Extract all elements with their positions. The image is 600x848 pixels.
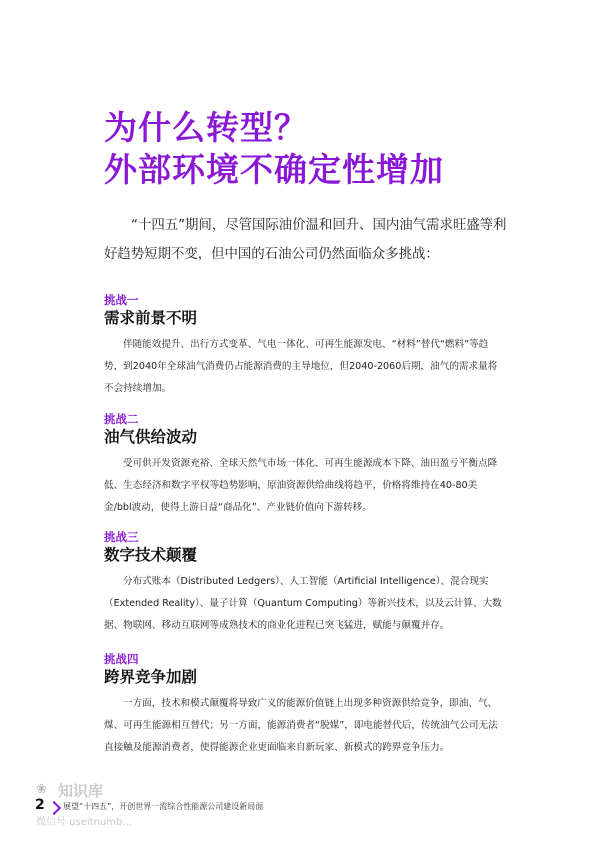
challenge-body: 伴随能效提升、出行方式变革、气电一体化、可再生能源发电、“材料”替代“燃料”等趋势，到2040年全球油气消费仍占能源消费的主导地位，但2040-2060后期，油气的需求量将不会持续增加。 — [104, 339, 498, 394]
watermark-account: 微信号 useitnumb... — [36, 817, 132, 828]
chevron-accent-icon — [47, 801, 61, 815]
page-title — [104, 107, 544, 191]
challenge-body: 受可供开发资源充裕、全球天然气市场一体化、可再生能源成本下降、油田盈亏平衡点降低、生态经济和数字平权等趋势影响，原油资源供给曲线将趋平，价格将维持在40-80美金/bbl波动，使得上游日益“商品化”、产业链价值向下游转移。 — [104, 458, 498, 513]
challenge-title: 数字技术颠覆 — [104, 546, 198, 564]
challenge-title: 需求前景不明 — [104, 309, 198, 327]
intro-text: “十四五”期间，尽管国际油价温和回升、国内油气需求旺盛等利好趋势短期不变，但中国的石油公司仍然面临众多挑战： — [104, 218, 507, 262]
challenge-body: 一方面，技术和模式颠覆将导致广义的能源价值链上出现多种资源供给竞争，即油、气、煤、可再生能源相互替代；另一方面，能源消费者“脱媒”，即电能替代后，传统油气公司无法直接触及能源消费者，使得能源企业更面临来自新玩家、新模式的跨界竞争压力。 — [104, 698, 498, 753]
challenge-label: 挑战四 — [104, 652, 139, 666]
title-line-1: 为什么转型？ — [104, 108, 308, 147]
challenge-body: 分布式账本（Distributed Ledgers）、人工智能（Artificial Intelligence）、混合现实（Extended Reality）、量子计算（Quantum Computing）等新兴技术，以及云计算、大数据、物联网、移动互联网等成熟技术的商业化进程已突飞猛进，赋能与颠覆并存。 — [104, 576, 502, 631]
watermark-name: 知识库 — [58, 782, 104, 800]
challenge-title: 油气供给波动 — [104, 428, 198, 446]
footer-title: 展望“十四五”，开创世界一流综合性能源公司建设新局面 — [63, 802, 264, 811]
challenge-section-4 — [104, 652, 504, 759]
page-footer — [35, 793, 435, 833]
challenge-title: 跨界竞争加剧 — [104, 668, 198, 686]
challenge-label: 挑战一 — [104, 293, 139, 307]
intro-paragraph — [104, 211, 514, 269]
challenge-label: 挑战二 — [104, 412, 139, 426]
page-number: 2 — [35, 797, 45, 813]
challenge-section-2 — [104, 412, 504, 519]
challenge-label: 挑战三 — [104, 530, 139, 544]
title-line-2: 外部环境不确定性增加 — [104, 150, 444, 189]
wechat-icon: ❀ — [36, 782, 47, 797]
challenge-section-1 — [104, 293, 504, 400]
challenge-section-3 — [104, 530, 504, 637]
